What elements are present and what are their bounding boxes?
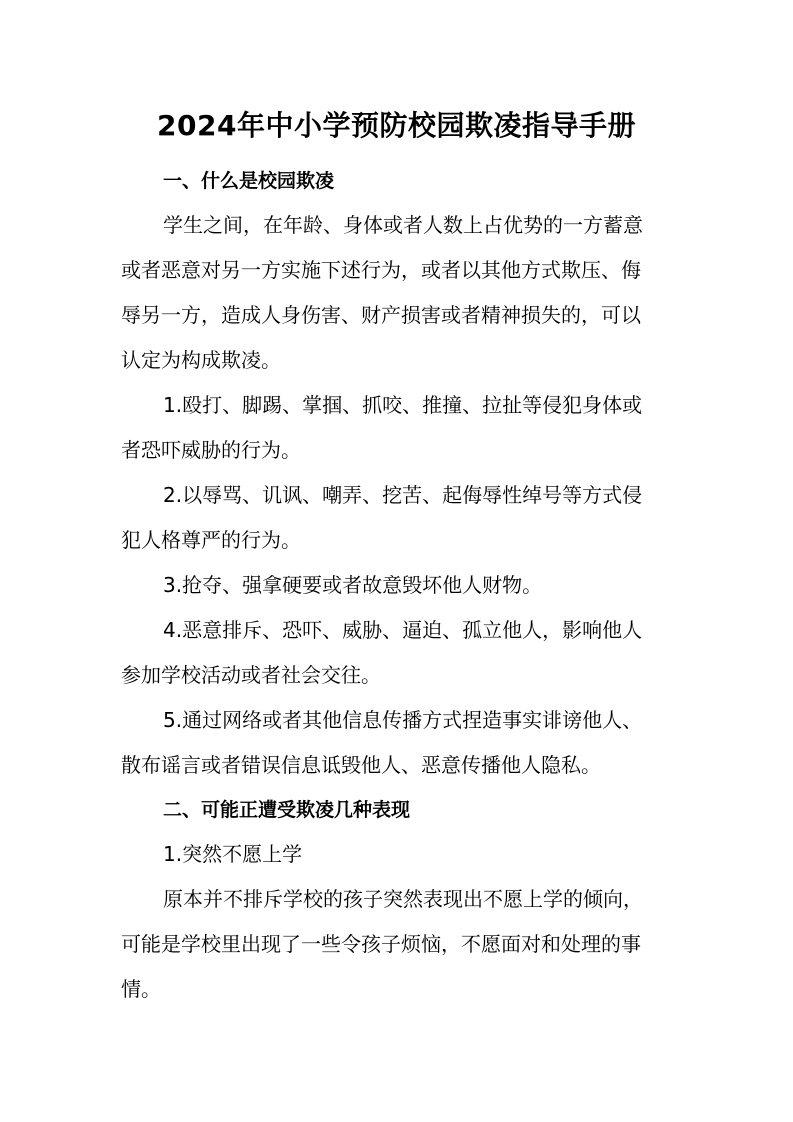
list-item-line: 3.抢夺、强拿硬要或者故意毁坏他人财物。 [163, 573, 543, 597]
paragraph-line: 情。 [121, 977, 161, 1001]
list-item-line: 犯人格尊严的行为。 [121, 528, 301, 552]
document-title: 2024年中小学预防校园欺凌指导手册 [157, 109, 636, 142]
list-item-line: 参加学校活动或者社会交往。 [121, 663, 381, 687]
list-item-line: 1.殴打、脚踢、掌掴、抓咬、推撞、拉扯等侵犯身体或 [163, 393, 643, 417]
paragraph-line: 可能是学校里出现了一些令孩子烦恼，不愿面对和处理的事 [121, 932, 641, 956]
paragraph-line: 辱另一方，造成人身伤害、财产损害或者精神损失的，可以 [121, 303, 641, 327]
list-item-line: 2.以辱骂、讥讽、嘲弄、挖苦、起侮辱性绰号等方式侵 [163, 483, 643, 507]
list-item-line: 5.通过网络或者其他信息传播方式捏造事实诽谤他人、 [163, 708, 643, 732]
paragraph-line: 认定为构成欺凌。 [121, 348, 281, 372]
paragraph-line: 或者恶意对另一方实施下述行为，或者以其他方式欺压、侮 [121, 258, 641, 282]
subheading-line: 1.突然不愿上学 [163, 842, 303, 866]
list-item-line: 4.恶意排斥、恐吓、威胁、逼迫、孤立他人，影响他人 [163, 618, 643, 642]
section-heading-2: 二、可能正遭受欺凌几种表现 [163, 799, 411, 821]
paragraph-line: 学生之间，在年龄、身体或者人数上占优势的一方蓄意 [163, 213, 643, 237]
paragraph-line: 原本并不排斥学校的孩子突然表现出不愿上学的倾向， [163, 887, 643, 911]
list-item-line: 者恐吓威胁的行为。 [121, 438, 301, 462]
list-item-line: 散布谣言或者错误信息诋毁他人、恶意传播他人隐私。 [121, 753, 601, 777]
section-heading-1: 一、什么是校园欺凌 [163, 170, 335, 192]
